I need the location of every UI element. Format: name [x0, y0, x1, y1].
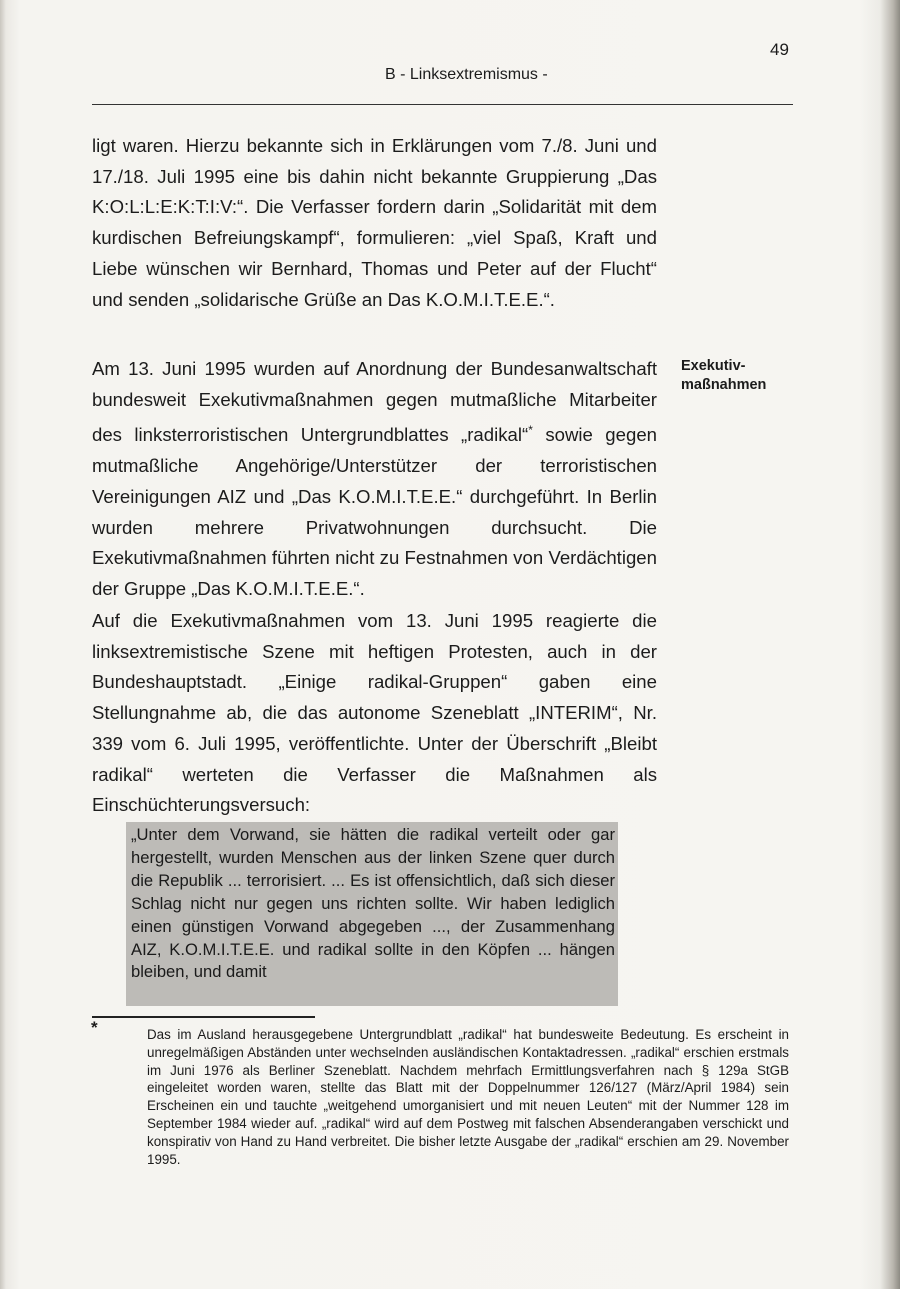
footnote-mark: * — [91, 1018, 98, 1037]
paragraph-2-continuation: sowie gegen mutmaßliche Angehörige/Unterstützer der terroristischen Vereinigungen AIZ und „Das K.O.M.I.T.E.E.“ durchgeführt. In Berlin wurden mehrere Privatwohnungen durchsucht. Die Exekutivmaßnahmen führten nicht zu Festnahmen von Verdächtigen der Gruppe „Das K.O.M.I.T.E.E.“. — [92, 424, 658, 600]
block-quote: „Unter dem Vorwand, sie hätten die radikal verteilt oder gar hergestellt, wurden Menschen aus der linken Szene quer durch die Republik ... terrorisiert. ... Es ist offensichtlich, daß sich dieser Schlag nicht nur gegen uns richten sollte. Wir haben lediglich einen günstigen Vorwand abgegeben ..., der Zusammenhang AIZ, K.O.M.I.T.E.E. und radikal sollte in den Köpfen ... hängen bleiben, und damit — [131, 825, 615, 982]
page-number: 49 — [770, 40, 789, 59]
footnote-reference: * — [528, 423, 533, 438]
footnote-text: Das im Ausland herausgegebene Untergrundblatt „radikal“ hat bundesweite Bedeutung. Es erscheint in unregelmäßigen Abständen unter wechselnden ausländischen Kontaktadressen. „radikal“ erschien erstmals im Juni 1976 als Berliner Szeneblatt. Nachdem mehrfach Ermittlungsverfahren nach § 129a StGB eingeleitet worden waren, stellte das Blatt mit der Doppelnummer 126/127 (März/April 1984) sein Erscheinen ein und tauchte „weitgehend umorganisiert und mit neuen Leuten“ mit der Nummer 128 im September 1984 wieder auf. „radikal“ wird auf dem Postweg mit falschen Absenderangaben verschickt und konspirativ von Hand zu Hand verbreitet. Die bisher letzte Ausgabe der „radikal“ erschien am 29. November 1995. — [147, 1027, 789, 1167]
body-paragraph-3: Auf die Exekutivmaßnahmen vom 13. Juni 1995 reagierte die linksextremistische Szene mit heftigen Protesten, auch in der Bundeshauptstadt. „Einige radikal-Gruppen“ gaben eine Stellungnahme ab, die das autonome Szeneblatt „INTERIM“, Nr. 339 vom 6. Juli 1995, veröffentlichte. Unter der Überschrift „Bleibt radikal“ werteten die Verfasser die Maßnahmen als Einschüchterungsversuch: — [92, 610, 657, 816]
body-paragraph-1: ligt waren. Hierzu bekannte sich in Erklärungen vom 7./8. Juni und 17./18. Juli 1995 eine bis dahin nicht bekannte Gruppierung „Das K:O:L:L:E:K:T:I:V:“. Die Verfasser fordern darin „Solidarität mit dem kurdischen Befreiungskampf“, formulieren: „viel Spaß, Kraft und Liebe wünschen wir Bernhard, Thomas und Peter auf der Flucht“ und senden „solidarische Grüße an Das K.O.M.I.T.E.E.“. — [92, 135, 657, 310]
running-header: B - Linksextremismus - — [385, 66, 548, 83]
footnote-rule — [92, 1016, 315, 1018]
margin-note — [681, 357, 801, 395]
paragraph-2-text: Am 13. Juni 1995 wurden auf Anordnung der Bundesanwaltschaft bundesweit Exekutivmaßnahmen gegen mutmaßliche Mitarbeiter des linksterroristischen Untergrundblattes „radikal“ — [92, 358, 657, 446]
margin-note-line-1: Exekutiv- — [681, 358, 746, 374]
body-paragraph-2 — [92, 354, 657, 605]
margin-note-line-2: maßnahmen — [681, 377, 767, 393]
header-rule — [92, 104, 793, 105]
